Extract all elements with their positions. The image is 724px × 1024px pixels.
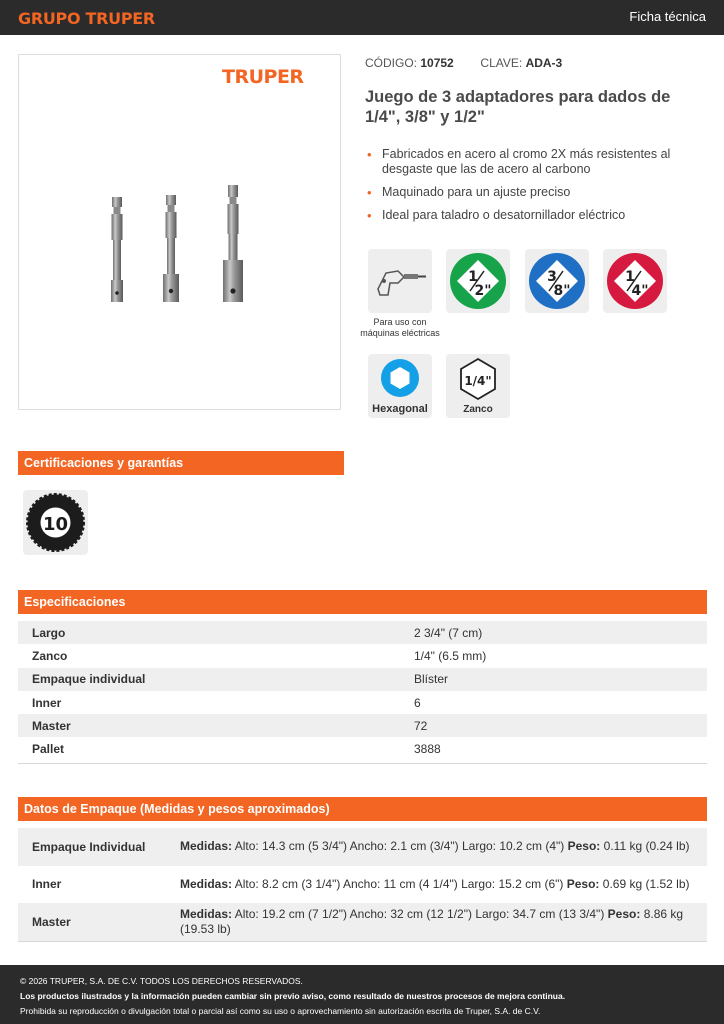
adapter-half	[223, 185, 243, 302]
medidas-label: Medidas:	[180, 839, 233, 854]
spec-value: 3888	[414, 742, 441, 757]
table-row	[18, 621, 707, 644]
table-row	[18, 903, 707, 941]
specs-header: Especificaciones	[18, 590, 707, 614]
product-codes	[365, 56, 562, 70]
table-row	[18, 866, 707, 904]
table-row	[18, 737, 707, 760]
peso-label: Peso:	[607, 906, 641, 921]
divider	[18, 763, 707, 764]
spec-value: 6	[414, 695, 421, 710]
badge-three-den: 8"	[553, 283, 571, 299]
power-tool-icon	[368, 249, 432, 313]
medidas-label: Medidas:	[180, 906, 233, 921]
table-row	[18, 691, 707, 714]
hexagonal-label: Hexagonal	[372, 403, 428, 415]
spec-key: Largo	[18, 621, 400, 644]
badge-three-num: 3	[547, 269, 557, 285]
peso-label: Peso:	[567, 839, 601, 854]
pack-key: Empaque Individual	[18, 828, 178, 866]
shank-glyph: 1/4"	[464, 374, 492, 388]
quarter-inch-badge-icon	[603, 249, 667, 313]
spec-key: Master	[18, 714, 400, 737]
top-bar	[0, 0, 724, 35]
pack-dims: Alto: 19.2 cm (7 1/2") Ancho: 32 cm (12 1/2") Largo: 34.7 cm (13 3/4")	[234, 906, 605, 921]
warranty-years: 10	[42, 514, 69, 535]
table-row	[18, 714, 707, 737]
spec-key: Inner	[32, 695, 62, 710]
adapter-three-eighths	[163, 195, 179, 302]
pack-value	[178, 866, 707, 904]
feature-list	[367, 147, 707, 231]
spec-value: 2 3/4" (7 cm)	[400, 621, 707, 644]
spec-value: Blíster	[400, 668, 707, 691]
badge-quarter-den: 4"	[631, 283, 649, 299]
certifications-header: Certificaciones y garantías	[18, 451, 344, 475]
pack-value	[178, 828, 707, 866]
peso-label: Peso:	[566, 876, 600, 891]
half-inch-badge-icon	[446, 249, 510, 313]
divider	[18, 941, 707, 942]
warranty-seal-icon	[23, 490, 88, 555]
pack-weight: 0.69 kg (1.52 lb)	[602, 876, 690, 891]
medidas-label: Medidas:	[180, 876, 233, 891]
adapters-illustration	[19, 55, 340, 409]
badge-half-num: 1	[468, 269, 478, 285]
feature-bullet: • Maquinado para un ajuste preciso	[367, 185, 707, 200]
table-row	[18, 644, 707, 667]
pack-dims: Alto: 8.2 cm (3 1/4") Ancho: 11 cm (4 1/4") Largo: 15.2 cm (6")	[234, 876, 564, 891]
brand-logo: GRUPO TRUPER	[18, 9, 155, 28]
pack-key: Master	[18, 903, 178, 941]
shank-label: Zanco	[463, 404, 493, 415]
spec-key: Pallet	[32, 742, 65, 757]
packaging-header: Datos de Empaque (Medidas y pesos aproximados)	[18, 797, 707, 821]
spec-key: Empaque individual	[18, 668, 400, 691]
spec-value: 1/4" (6.5 mm)	[414, 648, 487, 663]
badge-half-den: 2"	[474, 283, 492, 299]
footer	[0, 965, 724, 1024]
spec-key: Zanco	[32, 648, 68, 663]
document-type: Ficha técnica	[629, 9, 706, 24]
photo-brand-logo: TRUPER	[222, 66, 304, 88]
product-title: Juego de 3 adaptadores para dados de 1/4", 3/8" y 1/2"	[365, 88, 671, 126]
feature-bullet: • Ideal para taladro o desatornillador eléctrico	[367, 208, 707, 223]
badge-quarter-num: 1	[625, 269, 635, 285]
clave-label: CLAVE:	[480, 56, 523, 70]
prohibition-text: Prohibida su reproducción o divulgación total o parcial así como su uso o aprovechamiento sin autorización escrita de Truper, S.A. de C.V.	[20, 1006, 541, 1016]
power-tool-caption: Para uso con máquinas eléctricas	[360, 317, 440, 338]
copyright-text: © 2026 TRUPER, S.A. DE C.V. TODOS LOS DERECHOS RESERVADOS.	[20, 976, 303, 986]
pack-dims: Alto: 14.3 cm (5 3/4") Ancho: 2.1 cm (3/4") Largo: 10.2 cm (4")	[234, 839, 565, 854]
codigo-label: CÓDIGO:	[365, 56, 418, 70]
packaging-table	[18, 828, 707, 941]
three-eighths-badge-icon	[525, 249, 589, 313]
table-row	[18, 668, 707, 691]
pack-key: Inner	[32, 877, 62, 892]
feature-bullet: • Fabricados en acero al cromo 2X más resistentes al desgaste que las de acero al carbono	[367, 147, 707, 177]
table-row	[18, 828, 707, 866]
pack-weight: 8.86 kg (19.53 lb)	[180, 906, 684, 936]
codigo-value: 10752	[420, 56, 454, 70]
pack-value	[178, 903, 707, 941]
notice-text: Los productos ilustrados y la información pueden cambiar sin previo aviso, como resultado de nuestros procesos de mejora continua.	[20, 991, 566, 1001]
pack-weight: 0.11 kg (0.24 lb)	[603, 839, 690, 854]
spec-value: 72	[400, 714, 707, 737]
adapter-quarter	[111, 197, 123, 302]
product-photo	[18, 54, 341, 410]
specs-table	[18, 621, 707, 761]
clave-value: ADA-3	[525, 56, 563, 70]
